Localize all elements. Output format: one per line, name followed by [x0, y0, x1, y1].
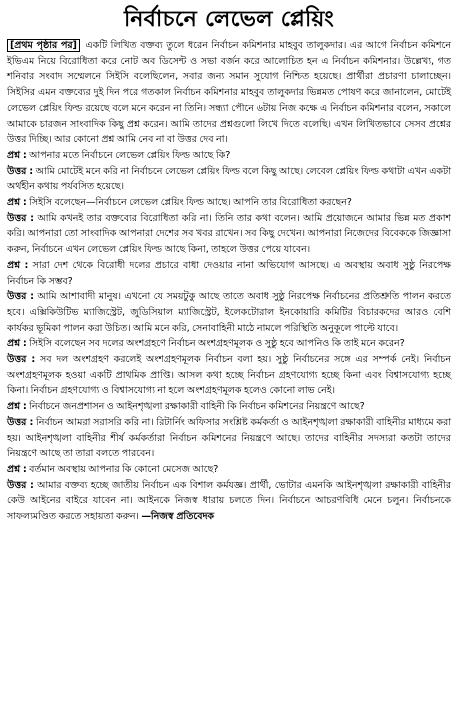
- answer-label: উত্তর :: [7, 416, 34, 428]
- headline: নির্বাচনে লেভেল প্লেয়িং: [123, 6, 335, 32]
- qa-block-5: [7, 399, 451, 462]
- answer-label: উত্তর :: [7, 212, 34, 224]
- answer-label: উত্তর :: [7, 354, 36, 366]
- intro-text: একটি লিখিত বক্তব্য তুলে ধরেন নির্বাচন কমিশনার মাহবুব তালুকদার। এর আগে নির্বাচন কমিশনে ইভিএম নিয়ে বিরোধিতা করে নোট অব ডিসেন্ট ও সভা বর্জন করে আলোচিত হন এ নির্বাচন কমিশনার। উল্লেখ্য, গত শনিবার সংবাদ সম্মেলনে সিইসি বলেছিলেন, সবার জন্য সমান সুযোগ নিশ্চিত হয়েছে। প্রার্থীরা প্রচারণা চালাচ্ছেন। সিইসির এমন বক্তব্যের দুই দিন পরে গতকাল নির্বাচন কমিশনার মাহবুব তালুকদার ভিন্নমত পোষণ করে জানালেন, মোটেই লেভেল প্লেয়িং ফিল্ড রয়েছে বলে মনে করেন না তিনি। সন্ধ্যা পৌনে ৬টায় নিজ কক্ষে এ নির্বাচন কমিশনার বলেন, সকালে আমাকে চারজন সাংবাদিক কিছু প্রশ্ন করেন। আমি তাদের প্রশ্নগুলো লিখে দিতে বলেছি। এখন লিখিতভাবে সেসব প্রশ্নের উত্তর দিচ্ছি। আর কোনো প্রশ্ন আমি নেব না বা উত্তর দেব না।: [7, 40, 451, 146]
- answer-text: সব দল অংশগ্রহণ করলেই অংশগ্রহণমূলক নির্বাচন বলা হয়। সুষ্ঠু নির্বাচনের সঙ্গে এর সম্পর্ক নেই। নির্বাচন অংশগ্রহণমূলক হওয়া একটি প্রাথমিক প্রাপ্তি। আসল কথা হচ্ছে নির্বাচন গ্রহণযোগ্য হচ্ছে কিনা এবং বিশ্বাসযোগ্য হচ্ছে কিনা। নির্বাচন গ্রহণযোগ্য ও বিশ্বাসযোগ্য না হলে অংশগ্রহণমূলক হলেও কোনো লাভ নেই।: [7, 354, 452, 397]
- answer-text: নির্বাচন আমরা সরাসরি করি না। রিটার্নিং অফিসার সংশ্লিষ্ট কর্মকর্তা ও আইনশৃঙ্খলা রক্ষাকারী বাহিনীর মাধ্যমে করা হয়। আইনশৃঙ্খলা বাহিনীর শীর্ষ কর্মকর্তারা নির্বাচন কমিশনের নিয়ন্ত্রণে আছে। তাদের বাহিনীর সদস্যরা কতটা তাদের নিয়ন্ত্রণে আছে তা তারা বলতে পারবেন।: [7, 416, 452, 460]
- answer-text: আমার বক্তব্য হচ্ছে জাতীয় নির্বাচন এক বিশাল কর্মযজ্ঞ। প্রার্থী, ভোটার এমনকি আইনশৃঙ্খলা রক্ষাকারী বাহিনীর কেউ আইনের বাইরে যাবেন না। আইনকে নিজস্ব ধারায় চলতে দিন। নির্বাচনে আচরণবিধি মেনে চলুন। নির্বাচনকে সাফল্যমণ্ডিত করতে সহায়তা করুন।: [7, 479, 452, 523]
- question-label: প্রশ্ন :: [7, 463, 27, 475]
- answer-label: উত্তর :: [7, 165, 33, 177]
- article-body: [7, 38, 451, 148]
- answer-text: আমি মোটেই মনে করি না নির্বাচনে লেভেল প্লেয়িং ফিল্ড বলে কিছু আছে। লেবেল প্লেয়িং ফিল্ড কথাটা এখন একটা অর্থহীন কথায় পর্যবসিত হয়েছে।: [7, 165, 451, 193]
- answer-label: উত্তর :: [7, 479, 34, 491]
- qa-block-6: [7, 462, 451, 525]
- question-text: আপনার মতে নির্বাচনে লেভেল প্লেয়িং ফিল্ড আছে কি?: [29, 149, 231, 161]
- question-text: সারা দেশ থেকে বিরোধী দলের প্রচারে বাধা দেওয়ার নানা অভিযোগ আসছে। এ অবস্থায় অবাধ সুষ্ঠু নিরপেক্ষ নির্বাচন কি সম্ভব?: [7, 259, 451, 287]
- qa-block-4: [7, 336, 451, 399]
- continuation-tag: [প্রথম পৃষ্ঠার পর]: [7, 39, 80, 52]
- qa-block-1: [7, 148, 451, 195]
- answer-text: আমি কখনই তার বক্তব্যের বিরোধিতা করি না। তিনি তার কথা বলেন। আমি প্রয়োজনে আমার ভিন্ন মত প্রকাশ করি। আপনারা তো সাংবাদিক আপনারা দেশের সব খবর রাখেন। সব কিছু দেখেন। আপনারা নিজেদের বিবেককে জিজ্ঞাসা করুন, নির্বাচনে এখন লেভেল প্লেয়িং ফিল্ড আছে কিনা, তাহলে উত্তর পেয়ে যাবেন।: [7, 212, 451, 256]
- qa-block-2: [7, 195, 451, 258]
- question-label: প্রশ্ন :: [7, 338, 27, 350]
- question-label: প্রশ্ন :: [7, 149, 27, 161]
- question-label: প্রশ্ন :: [7, 197, 27, 209]
- qa-block-3: [7, 258, 451, 337]
- question-label: প্রশ্ন :: [7, 259, 29, 271]
- answer-text: আমি আশাবাদী মানুষ। এখনো যে সময়টুকু আছে তাতে অবাধ সুষ্ঠু নিরপেক্ষ নির্বাচনের প্রতিশ্রুতি পালন করতে হবে। এক্সিকিউটিভ ম্যাজিস্ট্রেট, জুডিসিয়াল ম্যাজিস্ট্রেট, ইলেকটোরাল ইনকোয়ারি কমিটির বিচারকদের আরও বেশি কার্যকর ভূমিকা পালন করা উচিত। আমি মনে করি, সেনাবাহিনী মাঠে নামলে পরিস্থিতি অনুকূলে পাল্টে যাবে।: [7, 291, 451, 334]
- question-text: সিইসি বলেছেন সব দলের অংশগ্রহণে নির্বাচন অংশগ্রহণমূলক ও সুষ্ঠু হবে আপনিও কি তাই মনে করেন?: [29, 338, 405, 350]
- question-text: নির্বাচনে জনপ্রশাসন ও আইনশৃঙ্খলা রক্ষাকারী বাহিনী কি নির্বাচন কমিশনের নিয়ন্ত্রণে আছে?: [29, 401, 365, 413]
- question-label: প্রশ্ন :: [7, 401, 27, 413]
- byline: —নিজস্ব প্রতিবেদক: [141, 511, 215, 523]
- question-text: সিইসি বলেছেন—নির্বাচনে লেভেল প্লেয়িং ফিল্ড আছে। আপনি তার বিরোধিতা করছেন?: [29, 197, 352, 209]
- answer-label: উত্তর :: [7, 291, 34, 303]
- question-text: বর্তমান অবস্থায় আপনার কি কোনো মেসেজ আছে?: [29, 463, 219, 475]
